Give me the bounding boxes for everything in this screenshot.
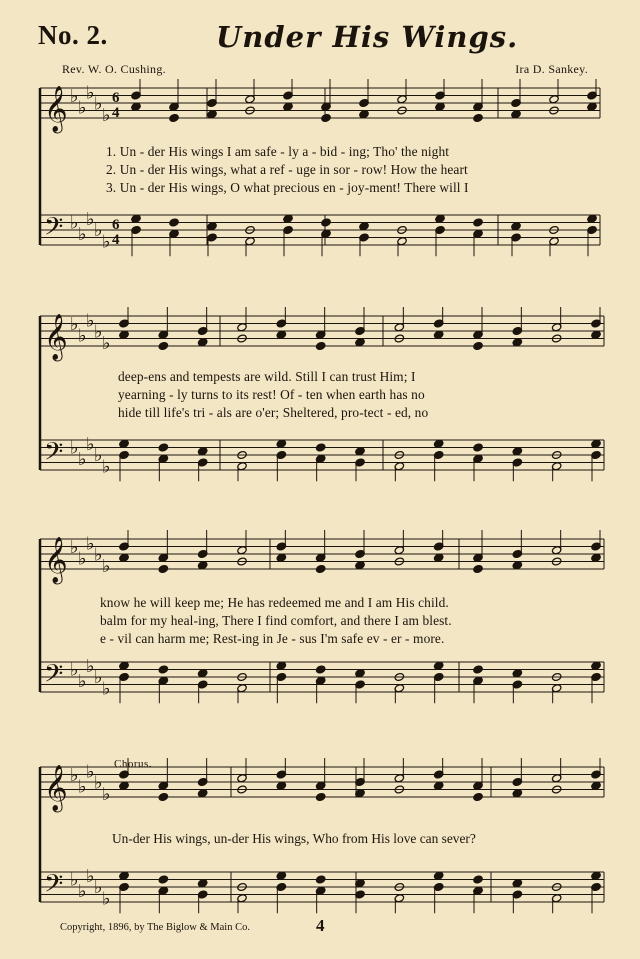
flat-icon: ♭ [86, 761, 95, 783]
flat-icon: ♭ [94, 93, 103, 115]
hymn-title: Under His Wings. [216, 20, 519, 54]
note-head [283, 102, 293, 111]
note-head [512, 669, 522, 678]
flat-icon: ♭ [78, 670, 87, 692]
note-head [473, 792, 483, 801]
note-head [158, 443, 168, 452]
flat-icon: ♭ [78, 548, 87, 570]
system-2-verse-2: yearning - ly turns to its rest! Of - ten when earth has no [118, 387, 425, 402]
note-head [315, 875, 325, 884]
chorus-lyrics: Un-der His wings, un-der His wings, Who from His love can sever? [112, 831, 476, 846]
note-head [119, 330, 129, 339]
note-head [355, 447, 365, 456]
bass-clef-icon: 𝄢 [44, 659, 64, 695]
note-head [197, 669, 207, 678]
note-head [197, 447, 207, 456]
composer-credit: Ira D. Sankey. [515, 62, 588, 76]
flat-icon: ♭ [86, 208, 95, 230]
bass-clef-icon: 𝄢 [44, 212, 64, 248]
flat-icon: ♭ [94, 877, 103, 898]
flat-icon: ♭ [102, 888, 111, 910]
hymn-number: No. 2. [38, 20, 108, 50]
note-head [158, 875, 168, 884]
note-head [435, 214, 445, 223]
note-head [321, 113, 331, 122]
note-head [587, 102, 597, 111]
note-head [315, 443, 325, 452]
note-head [512, 879, 522, 888]
copyright-notice: Copyright, 1896, by The Biglow & Main Co. [60, 922, 250, 933]
note-head [591, 553, 601, 562]
bass-clef-icon: 𝄢 [44, 869, 64, 905]
note-head [433, 781, 443, 790]
flat-icon: ♭ [70, 537, 79, 558]
note-head [315, 665, 325, 674]
system-3-verse-3: e - vil can harm me; Rest-ing in Je - sus I'm safe ev - er - more. [100, 631, 445, 646]
chorus-label: Chorus. [114, 758, 153, 770]
flat-icon: ♭ [86, 655, 95, 677]
flat-icon: ♭ [94, 772, 103, 794]
note-head [591, 871, 601, 880]
flat-icon: ♭ [78, 776, 87, 798]
note-head [473, 564, 483, 573]
flat-icon: ♭ [78, 325, 87, 347]
flat-icon: ♭ [70, 869, 79, 891]
system-1-verse-3: 3. Un - der His wings, O what precious en - joy-ment! There will I [106, 180, 469, 195]
note-head [276, 661, 286, 670]
flat-icon: ♭ [102, 231, 111, 253]
bass-clef-icon: 𝄢 [44, 437, 64, 473]
note-head [591, 330, 601, 339]
flat-icon: ♭ [70, 314, 79, 335]
note-head [321, 218, 331, 227]
note-head [591, 439, 601, 448]
note-head [197, 879, 207, 888]
note-head [355, 669, 365, 678]
flat-icon: ♭ [86, 310, 95, 332]
note-head [511, 110, 521, 119]
treble-clef-icon: 𝄞 [44, 86, 68, 132]
note-head [433, 661, 443, 670]
time-signature-denominator: 4 [112, 105, 120, 121]
page-number: 4 [316, 916, 325, 935]
note-head [512, 789, 522, 798]
note-head [207, 222, 217, 231]
flat-icon: ♭ [78, 97, 87, 119]
note-head [473, 443, 483, 452]
note-head [511, 222, 521, 231]
note-head [158, 792, 168, 801]
flat-icon: ♭ [102, 332, 111, 354]
note-head [276, 781, 286, 790]
system-2-verse-1: deep-ens and tempests are wild. Still I can trust Him; I [118, 369, 416, 384]
note-head [158, 564, 168, 573]
time-signature-denominator: 4 [112, 232, 120, 248]
flat-icon: ♭ [70, 659, 79, 681]
treble-clef-icon: 𝄞 [44, 537, 68, 583]
note-head [158, 341, 168, 350]
note-head [276, 439, 286, 448]
note-head [131, 102, 141, 111]
system-2-verse-3: hide till life's tri - als are o'er; Sheltered, pro-tect - ed, no [118, 405, 429, 420]
flat-icon: ♭ [102, 555, 111, 577]
note-head [315, 792, 325, 801]
lyricist-credit: Rev. W. O. Cushing. [62, 62, 166, 76]
flat-icon: ♭ [102, 456, 111, 478]
note-head [355, 561, 365, 570]
note-head [512, 338, 522, 347]
treble-clef-icon: 𝄞 [44, 314, 68, 360]
note-head [276, 330, 286, 339]
flat-icon: ♭ [94, 321, 103, 343]
flat-icon: ♭ [78, 448, 87, 470]
note-head [119, 781, 129, 790]
time-signature-numerator: 6 [112, 90, 120, 106]
note-head [276, 871, 286, 880]
note-head [197, 561, 207, 570]
time-signature-numerator: 6 [112, 217, 120, 233]
note-head [473, 113, 483, 122]
flat-icon: ♭ [94, 667, 103, 688]
note-head [169, 113, 179, 122]
note-head [359, 110, 369, 119]
note-head [473, 875, 483, 884]
note-head [587, 214, 597, 223]
note-head [197, 338, 207, 347]
note-head [435, 102, 445, 111]
flat-icon: ♭ [70, 212, 79, 234]
flat-icon: ♭ [86, 82, 95, 104]
system-3-verse-2: balm for my heal-ing, There I find comfort, and there I am blest. [100, 613, 452, 628]
flat-icon: ♭ [70, 437, 79, 459]
note-head [283, 214, 293, 223]
note-head [512, 447, 522, 456]
system-1-verse-1: 1. Un - der His wings I am safe - ly a - bid - ing; Tho' the night [106, 144, 450, 159]
note-head [591, 781, 601, 790]
note-head [119, 871, 129, 880]
note-head [119, 439, 129, 448]
flat-icon: ♭ [86, 433, 95, 455]
note-head [591, 661, 601, 670]
note-head [119, 553, 129, 562]
flat-icon: ♭ [70, 765, 79, 786]
note-head [355, 338, 365, 347]
note-head [473, 341, 483, 350]
flat-icon: ♭ [102, 104, 111, 126]
flat-icon: ♭ [94, 544, 103, 566]
flat-icon: ♭ [94, 220, 103, 241]
system-1-verse-2: 2. Un - der His wings, what a ref - uge in sor - row! How the heart [106, 162, 468, 177]
system-3-verse-1: know he will keep me; He has redeemed me and I am His child. [100, 595, 449, 610]
note-head [131, 214, 141, 223]
flat-icon: ♭ [78, 223, 87, 245]
flat-icon: ♭ [86, 533, 95, 555]
note-head [169, 218, 179, 227]
note-head [158, 665, 168, 674]
note-head [276, 553, 286, 562]
flat-icon: ♭ [78, 880, 87, 902]
note-head [359, 222, 369, 231]
note-head [315, 341, 325, 350]
flat-icon: ♭ [102, 783, 111, 805]
flat-icon: ♭ [94, 445, 103, 466]
note-head [433, 330, 443, 339]
note-head [512, 561, 522, 570]
note-head [433, 439, 443, 448]
flat-icon: ♭ [102, 678, 111, 700]
flat-icon: ♭ [86, 865, 95, 887]
note-head [197, 789, 207, 798]
flat-icon: ♭ [70, 86, 79, 107]
note-head [473, 218, 483, 227]
note-head [473, 665, 483, 674]
note-head [315, 564, 325, 573]
treble-clef-icon: 𝄞 [44, 765, 68, 811]
note-head [119, 661, 129, 670]
note-head [433, 553, 443, 562]
note-head [433, 871, 443, 880]
note-head [207, 110, 217, 119]
